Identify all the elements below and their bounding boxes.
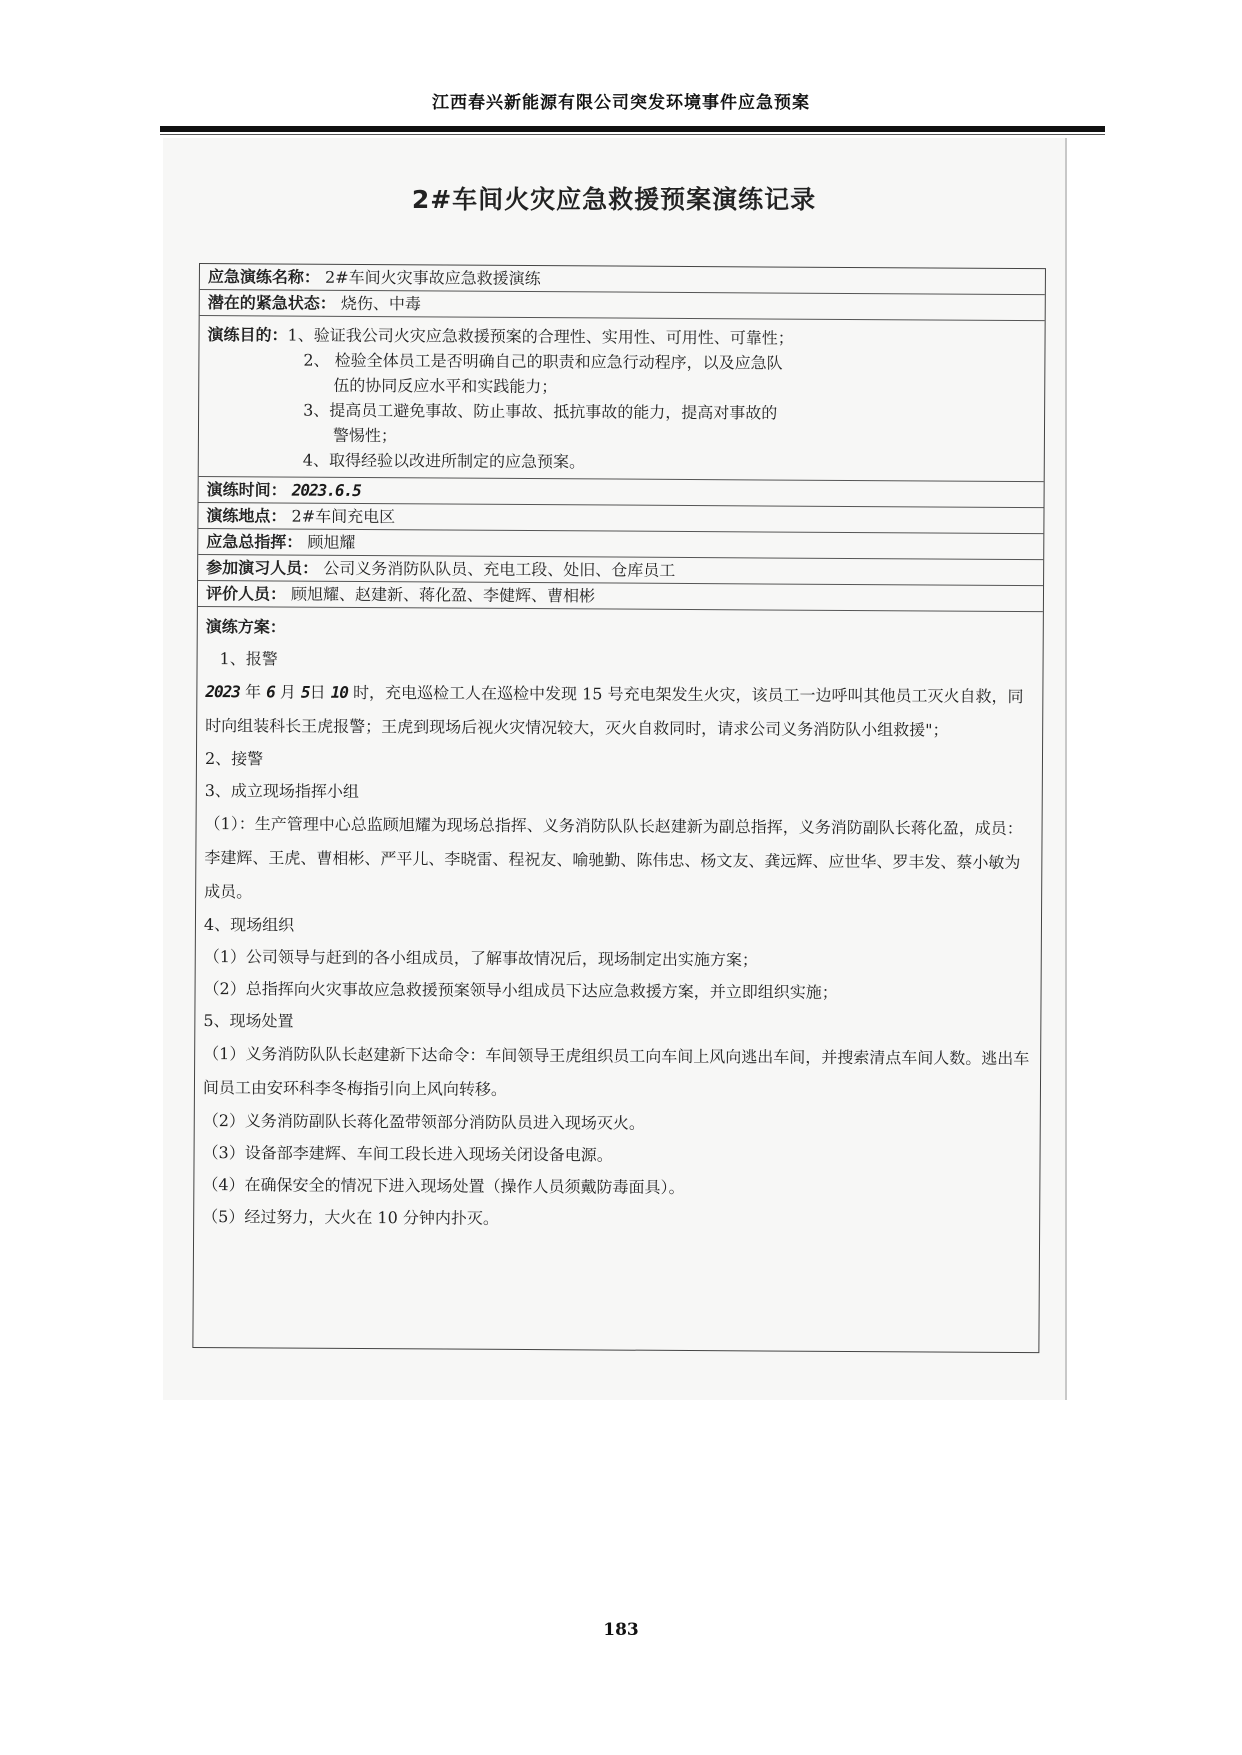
page-header: 江西春兴新能源有限公司突发环境事件应急预案	[432, 93, 810, 113]
plan-step-command-group: 3、成立现场指挥小组	[204, 781, 360, 801]
header-rule-thin	[160, 134, 1105, 135]
drill-time-handwritten: 2023.6.5	[291, 480, 361, 500]
participants-label: 参加演习人员：	[206, 558, 319, 578]
commander-label: 应急总指挥：	[206, 532, 303, 552]
plan-handling-item: （2）义务消防副队长蒋化盈带领部分消防队员进入现场灭火。	[202, 1111, 645, 1133]
plan-step-organization: 4、现场组织	[203, 915, 295, 935]
plan-step-handling: 5、现场处置	[203, 1011, 294, 1031]
record-title: 2#车间火灾应急救援预案演练记录	[411, 185, 817, 214]
plan-handling-item: （3）设备部李建辉、车间工段长进入现场关闭设备电源。	[202, 1143, 613, 1165]
plan-step-receive-alarm: 2、接警	[204, 749, 264, 769]
plan-organization-item: （2）总指挥向火灾事故应急救援预案领导小组成员下达应急救援方案，并立即组织实施；	[203, 979, 838, 1002]
purpose-item: 4、取得经验以改进所制定的应急预案。	[302, 450, 586, 472]
plan-organization-item: （1）公司领导与赶到的各小组成员，了解事故情况后，现场制定出实施方案；	[203, 947, 758, 970]
handwritten-hour: 10	[330, 682, 349, 702]
commander-value: 顾旭耀	[307, 532, 356, 552]
row-purpose	[199, 316, 1045, 482]
drill-name-label: 应急演练名称：	[207, 267, 320, 287]
drill-location-value: 2#车间充电区	[291, 506, 396, 527]
page-number: 183	[603, 1620, 639, 1640]
plan-command-group-detail: （1）：生产管理中心总监顾旭耀为现场总指挥、义务消防队队长赵建新为副总指挥，义务消防副队长蒋化盈，成员：李建辉、王虎、曹相彬、严平儿、李晓雷、程祝友、喻驰勤、陈伟忠、杨文友、龚远辉、应世华、罗丰发、蔡小敏为成员。	[204, 814, 1023, 902]
row-drill-plan	[194, 607, 1043, 1242]
evaluators-label: 评价人员：	[205, 584, 287, 604]
purpose-item: 3、提高员工避免事故、防止事故、抵抗事故的能力，提高对事故的	[303, 400, 778, 423]
scanned-record	[163, 138, 1067, 1400]
handwritten-month: 6	[266, 682, 275, 702]
purpose-item: 警惕性；	[332, 425, 398, 446]
drill-plan-label: 演练方案：	[205, 617, 286, 637]
plan-handling-item: （4）在确保安全的情况下进入现场处置（操作人员须戴防毒面具）。	[202, 1175, 685, 1197]
plan-alarm-detail: 2023 年 6 月 5日 10 时，充电巡检工人在巡检中发现 15 号充电架发生火灾，该员工一边呼叫其他员工灭火自救，同时向组装科长王虎报警；王虎到现场后视火灾情况较大，灭火自救同时，请求公司义务消防队小组救援"；	[205, 682, 1024, 740]
plan-handling-item: （5）经过努力，大火在 10 分钟内扑灭。	[202, 1207, 499, 1228]
emergency-state-value: 烧伤、中毒	[340, 293, 421, 314]
header-rule	[160, 126, 1105, 132]
purpose-item: 2、 检验全体员工是否明确自己的职责和应急行动程序，以及应急队	[303, 350, 783, 373]
purpose-item: 伍的协同反应水平和实践能力；	[333, 375, 558, 397]
handwritten-year: 2023	[205, 682, 240, 702]
purpose-item: 1、验证我公司火灾应急救援预案的合理性、实用性、可用性、可靠性；	[287, 325, 794, 348]
record-form	[192, 263, 1046, 1353]
plan-step-alarm: 1、报警	[219, 649, 278, 669]
emergency-state-label: 潜在的紧急状态：	[207, 293, 336, 313]
drill-time-label: 演练时间：	[206, 480, 287, 500]
handwritten-day: 5	[300, 682, 310, 702]
purpose-label: 演练目的：	[207, 325, 288, 345]
plan-handling-item: （1）义务消防队队长赵建新下达命令：车间领导王虎组织员工向车间上风向逃出车间，并搜索清点车间人数。逃出车间员工由安环科李冬梅指引向上风向转移。	[202, 1044, 1030, 1099]
evaluators-value: 顾旭耀、赵建新、蒋化盈、李健辉、曹相彬	[291, 584, 596, 606]
drill-location-label: 演练地点：	[206, 506, 287, 526]
participants-value: 公司义务消防队队员、充电工段、处旧、仓库员工	[323, 558, 676, 580]
drill-name-value: 2#车间火灾事故应急救援演练	[324, 267, 541, 289]
